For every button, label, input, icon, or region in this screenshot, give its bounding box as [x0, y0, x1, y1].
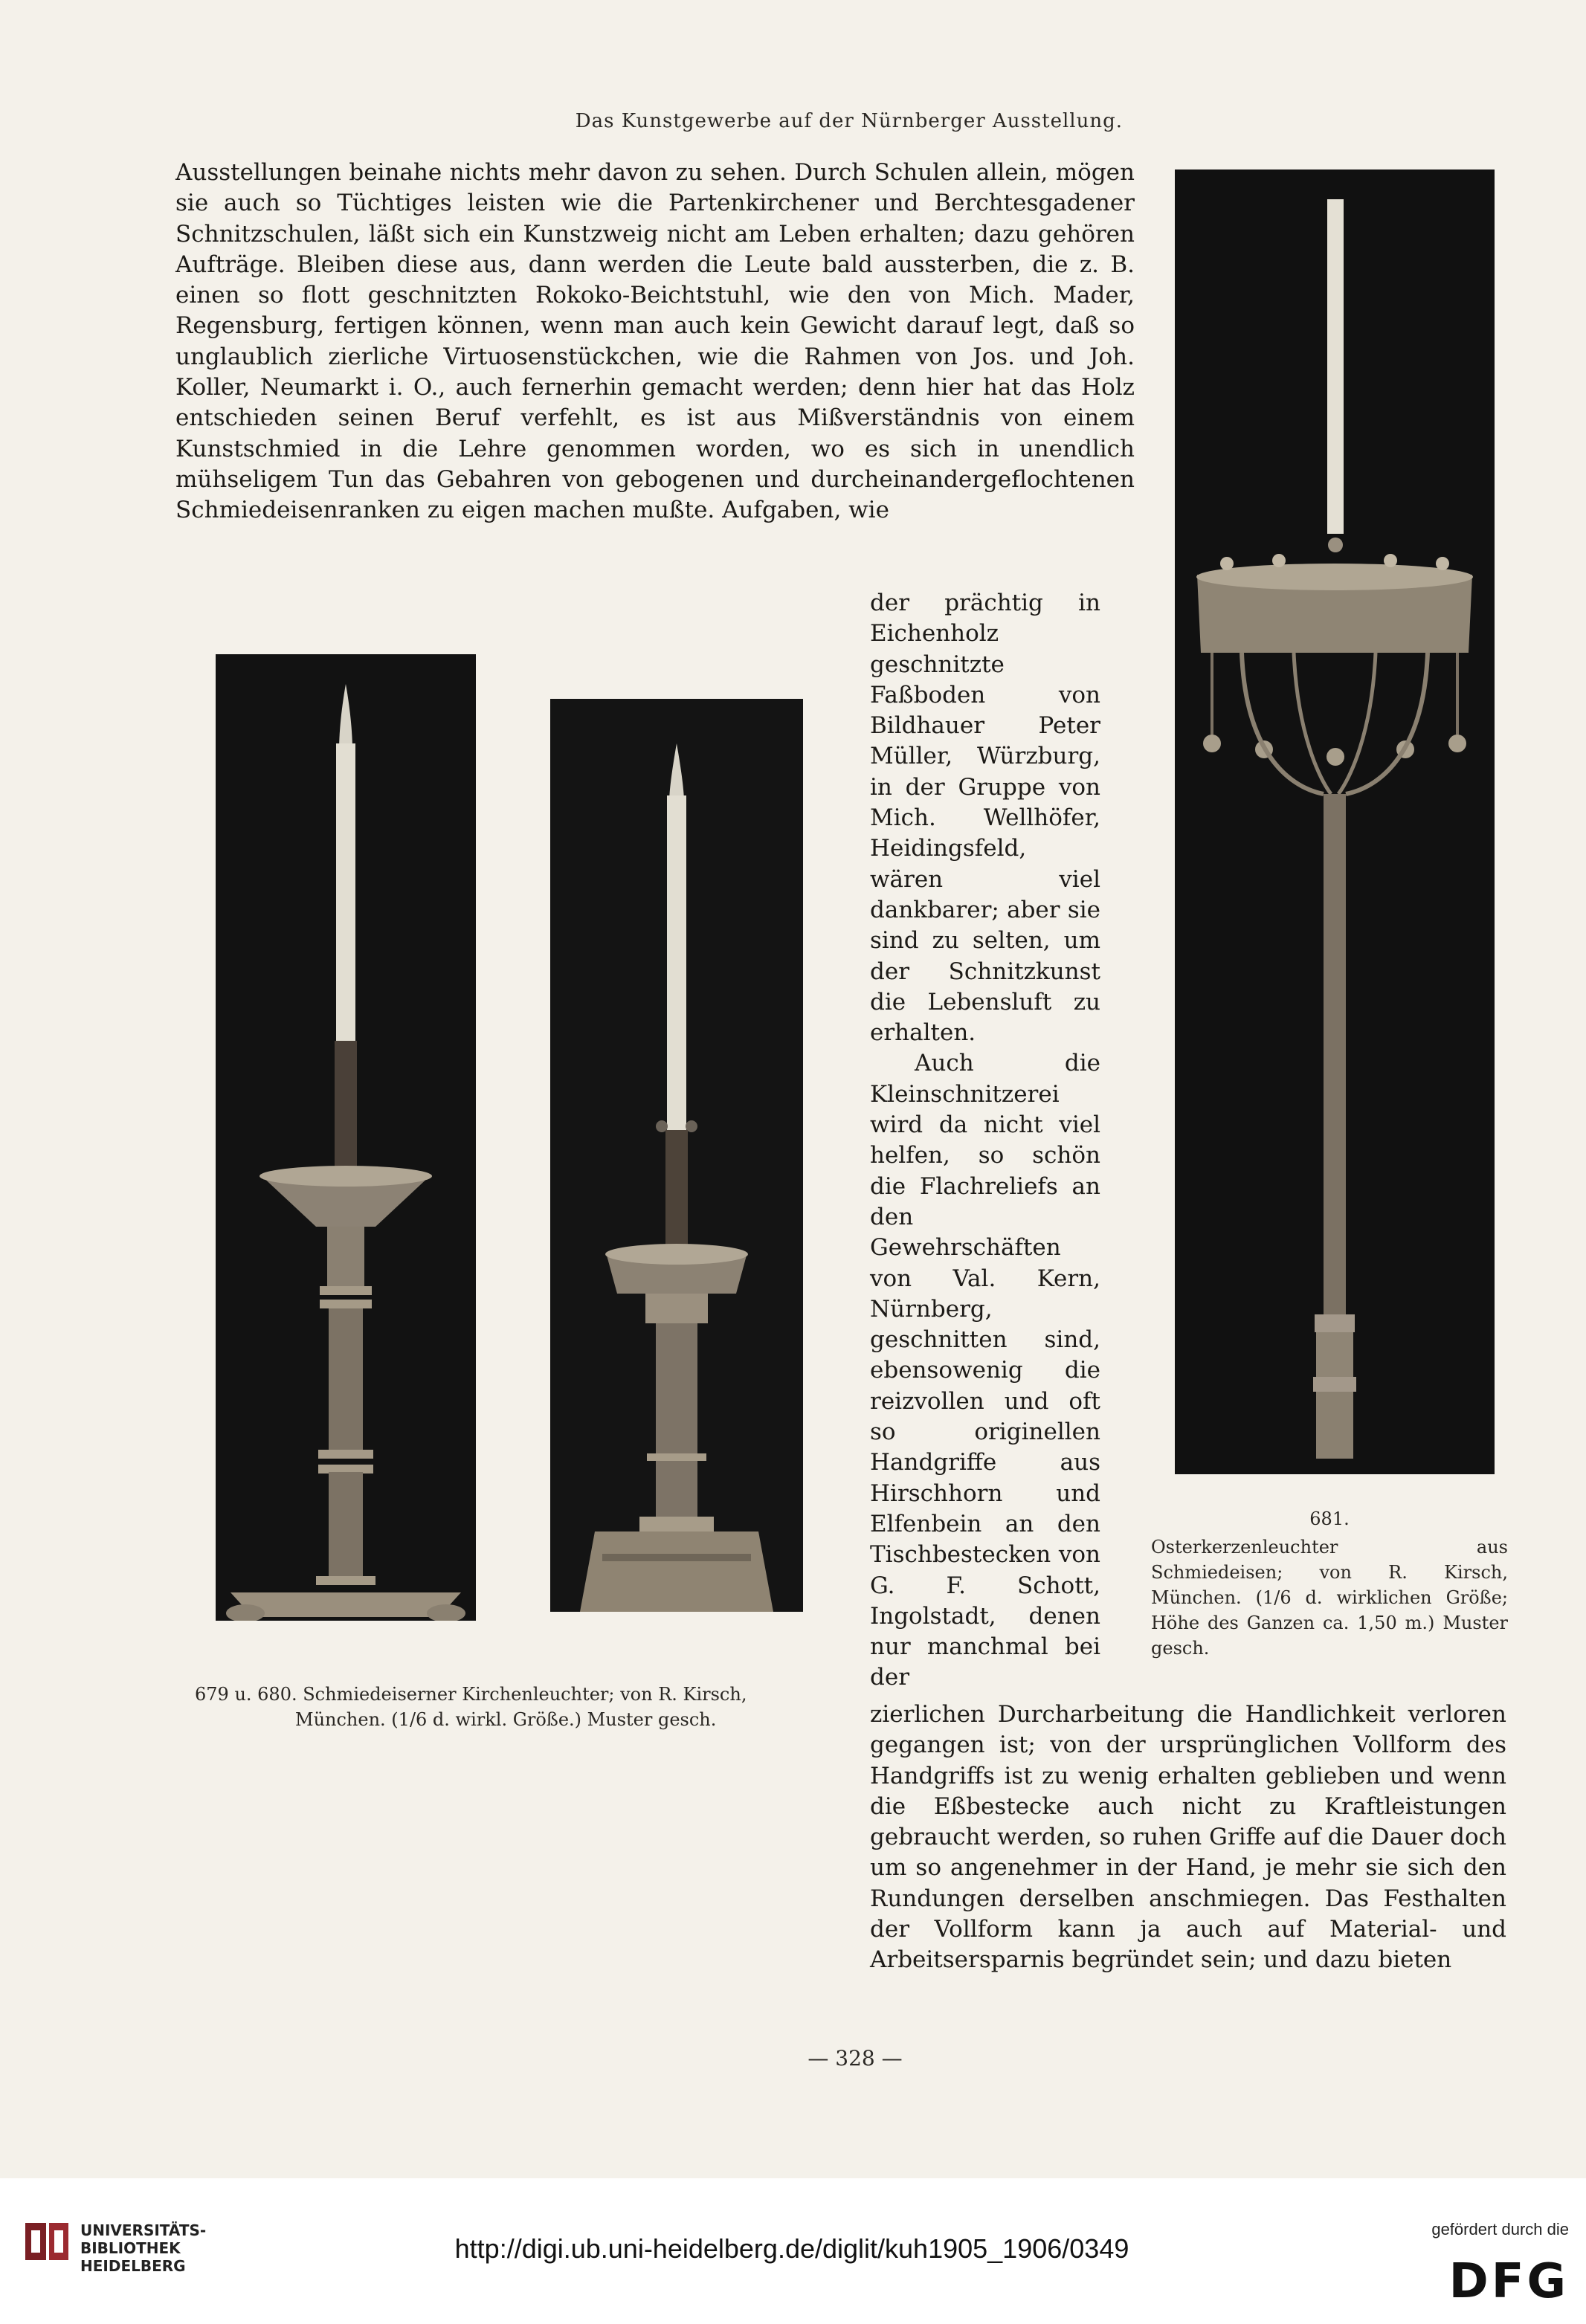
- figure-number: 681.: [1309, 1508, 1350, 1529]
- library-name-line: BIBLIOTHEK: [80, 2239, 181, 2257]
- permalink-url[interactable]: http://digi.ub.uni-heidelberg.de/diglit/kuh1905_1906/0349: [454, 2233, 1129, 2264]
- paragraph-text: Auch die Kleinschnitzerei wird da nicht viel helfen, so schön die Flachreliefs an den Gewehrschäften von Val. Kern, Nürnberg, geschnitten sind, ebensowenig die reizvollen und oft so originellen Handgriffe aus Hirschhorn und Elfenbein an den Tischbestecken von G. F. Schott, Ingolstadt, denen nur manchmal bei der: [870, 1050, 1100, 1691]
- caption-line: 679 u. 680. Schmiedeiserner Kirchenleuchter; von R. Kirsch,: [195, 1684, 747, 1705]
- body-column-narrow: [870, 588, 1100, 1694]
- library-name-line: UNIVERSITÄTS-: [80, 2221, 207, 2239]
- caption-line: München. (1/6 d. wirkl. Größe.) Muster gesch.: [295, 1709, 717, 1730]
- candlestick-680-image: [550, 699, 803, 1612]
- figure-679-candlestick: [216, 654, 476, 1621]
- body-paragraph-wide: [870, 1700, 1506, 1976]
- caption-text: Osterkerzenleuchter aus Schmiedeisen; von R. Kirsch, München. (1/6 d. wirklichen Größe; Höhe des Ganzen ca. 1,50 m.) Muster gesch.: [1151, 1537, 1508, 1659]
- paragraph-text: der prächtig in Eichenholz geschnitzte Faßboden von Bildhauer Peter Müller, Würzburg, in der Gruppe von Mich. Wellhöfer, Heidingsfeld, wären viel dankbarer; aber sie sind zu selten, um der Schnitzkunst die Lebensluft zu erhalten.: [870, 590, 1100, 1047]
- paragraph-text: Ausstellungen beinahe nichts mehr davon zu sehen. Durch Schulen allein, mögen sie auch so Tüchtiges leisten wie die Partenkirchener und Berchtesgadener Schnitzschulen, läßt sich ein Kunstzweig nicht am Leben erhalten; dazu gehören Aufträge. Bleiben diese aus, dann werden die Leute bald aussterben, die z. B. einen so flott geschnitzten Rokoko-Beichtstuhl, wie den von Mich. Mader, Regensburg, fertigen können, wenn man auch kein Gewicht darauf legt, daß so unglaublich zierliche Virtuosenstückchen, wie die Rahmen von Jos. und Joh. Koller, Neumarkt i. O., auch fernerhin gemacht werden; denn hier hat das Holz entschieden seinen Beruf verfehlt, es ist aus Mißverständnis von einem Kunstschmied in die Lehre genommen worden, wo es sich in unendlich mühseligem Tun das Gebahren von gebogenen und durcheinandergeflochtenen Schmiedeisenranken zu eigen machen mußte. Aufgaben, wie: [175, 159, 1135, 524]
- figure-caption-679-680: [195, 1682, 864, 1732]
- library-name: [80, 2221, 206, 2275]
- university-library-logo-icon: [21, 2215, 73, 2267]
- figure-680-candlestick: [550, 699, 803, 1612]
- dfg-logo: DFG: [1448, 2254, 1569, 2309]
- library-name-line: HEIDELBERG: [80, 2257, 186, 2275]
- figure-caption-681: [1151, 1506, 1508, 1661]
- funded-by-label: gefördert durch die: [1431, 2220, 1569, 2239]
- candlestick-681-image: [1175, 170, 1495, 1474]
- figure-681-easter-candlestick: [1175, 170, 1495, 1474]
- paragraph-text: zierlichen Durcharbeitung die Handlichkeit verloren gegangen ist; von der ursprünglichen Vollform des Handgriffs ist zu wenig erhalten geblieben und wenn die Eßbestecke auch nicht zu Kraftleistungen gebraucht werden, so ruhen Griffe auf die Dauer doch um so angenehmer in der Hand, je mehr sie sich den Rundungen derselben anschmiegen. Das Festhalten der Vollform kann ja auch auf Material- und Arbeitsersparnis begründet sein; und dazu bieten: [870, 1701, 1506, 1974]
- running-head: Das Kunstgewerbe auf der Nürnberger Ausstellung.: [575, 110, 1123, 132]
- body-paragraph-top: [175, 158, 1135, 526]
- page-number: — 328 —: [807, 2046, 903, 2070]
- candlestick-679-image: [216, 654, 476, 1621]
